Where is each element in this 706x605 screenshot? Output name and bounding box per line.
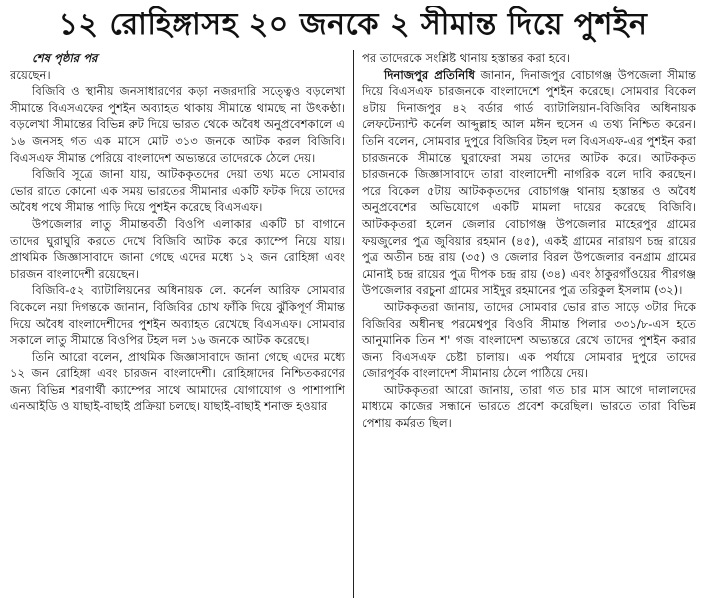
byline: দিনাজপুর প্রতিনিধি <box>384 67 475 82</box>
byline-paragraph <box>362 67 696 299</box>
paragraph: বিজিবি ও স্থানীয় জনসাধারণের কড়া নজরদারি সত্ত্বেও বড়লেখা সীমান্তে বিএসএফের পুশইন অব্যাহত থাকায় সীমান্তে থামছে না উৎকণ্ঠা। বড়লেখা সীমান্তের বিভিন্ন রুট দিয়ে ভারত থেকে অবৈধ অনুপ্রবেশকালে এ ১৬ জনসহ গত এক মাসে মোট ৩১৩ জনকে আটক করল বিজিবি। বিএসএফ সীমান্ত পেরিয়ে বাংলাদেশ অভ্যন্তরে তাদেরকে ঠেলে দেয়। <box>10 84 345 165</box>
byline-text: জানান, দিনাজপুর বোচাগঞ্জ উপজেলা সীমান্ত দিয়ে বিএসএফ চারজনকে বাংলাদেশে পুশইন করেছে। সোমবার বিকেল ৪টায় দিনাজপুর ৪২ বর্ডার গার্ড ব্যাটালিয়ান-বিজিবির অধিনায়ক লেফটেন্যান্ট কর্নেল আব্দুল্লাহ আল মঈন হুসেন এ তথ্য নিশ্চিত করেন। তিনি বলেন, সোমবার দুপুরে বিজিবির টহল দল বিএসএফ-এর পুশইন করা চারজনকে সীমান্তে ঘুরাফেরা সময় তাদের আটক করে। আটককৃত চারজনকে জিজ্ঞাসাবাদে তারা বাংলাদেশী নাগরিক বলে দাবি করছেন। পরে বিকেল ৫টায় আটককৃতদের বোচাগঞ্জ থানায় হস্তান্তর ও অবৈধ অনুপ্রবেশের অভিযোগে একটি মামলা দায়ের করেছে বিজিবি। আটককৃতরা হলেন জেলার বোচাগঞ্জ উপজেলার মাহেরপুর গ্রামের ফয়জুলের পুত্র জুবিয়ার রহমান (৪৫), একই গ্রামের নারায়ণ চন্দ্র রায়ের পুত্র অতীন চন্দ্র রায় (৩৫) ও জেলার বিরল উপজেলার বনগ্রাম গ্রামের মোনাই চন্দ্র রায়ের পুত্র দীপক চন্দ্র রায় (৩৪) এবং ঠাকুরগাঁওয়ের পীরগঞ্জ উপজেলার বরচুনা গ্রামের সাইদুর রহমানের পুত্র তরিকুল ইসলাম (৩২)। <box>362 67 696 298</box>
paragraph: আটককৃতরা জানায়, তাদের সোমবার ভোর রাত সাড়ে ৩টার দিকে বিজিবির অধীনস্থ পরমেশ্বপুর বিওবি সীমান্ত পিলার ৩৩১/৮-এস হতে আনুমানিক তিন শ' গজ বাংলাদেশ অভ্যন্তরে রেখে তাদের পুশইন করার জন্য বিএসএফ চেষ্টা চালায়। এক পর্যায়ে সোমবার দুপুরে তাদের জোরপূর্বক বাংলাদেশ সীমানায় ঠেলে পাঠিয়ে দেয়। <box>362 299 696 381</box>
paragraph: রয়েছেন। <box>10 67 51 82</box>
paragraph: উপজেলার লাতু সীমান্তবর্তী বিওপি এলাকার একটি চা বাগানে তাদের ঘুরাঘুরি করতে দেখে বিজিবি আটক করে ক্যাম্পে নিয়ে যায়। প্রাথমিক জিজ্ঞাসাবাদে জানা গেছে এদের মধ্যে ১২ জন রোহিঙ্গা এবং চারজন বাংলাদেশী রয়েছেন। <box>10 216 345 281</box>
paragraph: বিজিবি-৫২ ব্যাটালিয়নের অধিনায়ক লে. কর্নেল আরিফ সোমবার বিকেলে নয়া দিগন্তকে জানান, বিজিবির চোখ ফাঁকি দিয়ে ঝুঁকিপূর্ণ সীমান্ত দিয়ে অবৈধ বাংলাদেশীদের পুশইন অব্যাহত রেখেছে বিএসএফ। সোমবার সকালে লাতু সীমান্তে বিওপির টহল দল ১৬ জনকে আটক করেছে। <box>10 283 345 348</box>
paragraph: পর তাদেরকে সংশ্লিষ্ট থানায় হস্তান্তর করা হবে। <box>362 51 571 65</box>
continuation-label: শেষ পৃষ্ঠার পর <box>32 51 98 65</box>
paragraph: বিজিবি সূত্রে জানা যায়, আটককৃতদের দেয়া তথ্য মতে সোমবার ভোর রাতে কোনো এক সময় ভারতের সীমানার একটি ফটক দিয়ে তাদের অবৈধ পথে সীমান্ত পাড়ি দিয়ে পুশইন করেছে বিএসএফ। <box>10 167 345 215</box>
headline: ১২ রোহিঙ্গাসহ ২০ জনকে ২ সীমান্ত দিয়ে পুশইন <box>58 7 648 42</box>
paragraph: তিনি আরো বলেন, প্রাথমিক জিজ্ঞাসাবাদে জানা গেছে এদের মধ্যে ১২ জন রোহিঙ্গা এবং চারজন বাংলাদেশী। রোহিঙ্গাদের নিশ্চিতকরণের জন্য বিভিন্ন শরণার্থী ক্যাম্পের সাথে আমাদের যোগাযোগ ও পাশাপাশি এনআইডি ও যাছাই-বাছাই প্রক্রিয়া চলছে। যাছাই-বাছাই শনাক্ত হওয়ার <box>10 349 345 414</box>
article-columns <box>10 50 696 598</box>
paragraph: আটককৃতরা আরো জানায়, তারা গত চার মাস আগে দালালদের মাধ্যমে কাজের সন্ধানে ভারতে প্রবেশ করেছিল। ভারতে তারা বিভিন্ন পেশায় কর্মরত ছিল। <box>362 382 696 431</box>
right-column <box>353 50 696 598</box>
left-column <box>10 50 353 598</box>
